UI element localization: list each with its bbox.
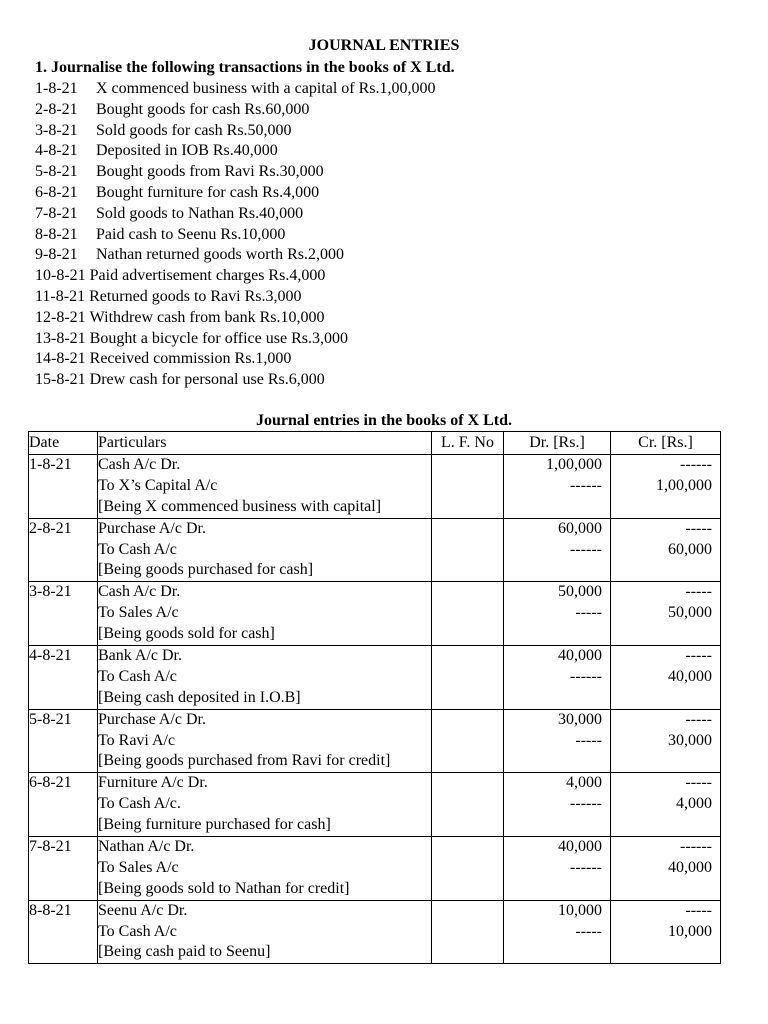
transaction-item	[35, 121, 436, 142]
credit-amount: 10,000	[668, 922, 712, 940]
entry-credit-amount	[611, 709, 721, 773]
transaction-text: Bought a bicycle for office use Rs.3,000	[89, 329, 348, 347]
entry-credit-amount	[611, 837, 721, 901]
debit-amount: 10,000	[558, 901, 602, 919]
entry-particulars	[98, 582, 432, 646]
entry-debit-amount	[504, 900, 611, 964]
credit-blank	[611, 815, 720, 836]
credit-dash: -----	[685, 710, 712, 728]
narration: [Being furniture purchased for cash]	[98, 816, 331, 834]
entry-credit-amount	[611, 518, 721, 582]
credit-account: To Sales A/c	[98, 858, 179, 876]
entry-date-text: 4-8-21	[29, 647, 72, 665]
transaction-text: Paid cash to Seenu Rs.10,000	[96, 225, 286, 243]
debit-dash: ------	[570, 476, 602, 494]
transaction-item	[35, 329, 436, 350]
credit-dash: -----	[685, 774, 712, 792]
entry-date	[29, 646, 98, 710]
entry-date-text: 7-8-21	[29, 838, 72, 856]
entry-debit-amount	[504, 773, 611, 837]
entry-date-text: 8-8-21	[29, 901, 72, 919]
entry-credit-amount	[611, 646, 721, 710]
debit-account: Cash A/c Dr.	[98, 456, 181, 473]
table-row	[29, 773, 721, 837]
transaction-item	[35, 79, 436, 100]
credit-account: To Cash A/c	[98, 667, 177, 685]
credit-dash: -----	[685, 519, 712, 537]
transaction-text: Drew cash for personal use Rs.6,000	[89, 371, 325, 389]
entry-particulars	[98, 455, 432, 519]
transaction-item	[35, 370, 436, 391]
debit-amount: 50,000	[558, 583, 602, 601]
entry-debit-amount	[504, 837, 611, 901]
table-row	[29, 709, 721, 773]
entry-particulars	[98, 837, 432, 901]
debit-dash: ------	[570, 858, 602, 876]
transaction-date: 3-8-21	[35, 121, 78, 139]
transaction-item	[35, 204, 436, 225]
entry-debit-amount	[504, 518, 611, 582]
transaction-text: Paid advertisement charges Rs.4,000	[89, 267, 326, 285]
transaction-text: Sold goods for cash Rs.50,000	[96, 121, 292, 139]
transaction-text: X commenced business with a capital of Rs.1,00,000	[96, 80, 436, 97]
entry-date-text: 2-8-21	[29, 519, 72, 537]
entry-credit-amount	[611, 773, 721, 837]
header-particulars: Particulars	[98, 432, 432, 455]
table-row	[29, 455, 721, 519]
transaction-item	[35, 183, 436, 204]
transaction-item	[35, 266, 436, 287]
credit-blank	[611, 879, 720, 900]
transaction-date: 9-8-21	[35, 246, 78, 264]
credit-account: To Sales A/c	[98, 604, 179, 622]
transaction-text: Bought furniture for cash Rs.4,000	[96, 183, 320, 201]
transaction-date: 6-8-21	[35, 183, 78, 201]
credit-dash: -----	[685, 583, 712, 601]
debit-account: Seenu A/c Dr.	[98, 901, 188, 919]
header-date: Date	[29, 432, 98, 455]
debit-amount: 4,000	[566, 774, 602, 792]
entry-particulars	[98, 646, 432, 710]
transaction-item	[35, 141, 436, 162]
entry-lf-no	[432, 709, 504, 773]
question-heading: 1. Journalise the following transactions in the books of X Ltd.	[35, 59, 455, 76]
transaction-item	[35, 287, 436, 308]
debit-account: Bank A/c Dr.	[98, 647, 182, 665]
transaction-date: 7-8-21	[35, 204, 78, 222]
transaction-date: 2-8-21	[35, 100, 78, 118]
debit-amount: 40,000	[558, 838, 602, 856]
table-row	[29, 518, 721, 582]
entry-lf-no	[432, 582, 504, 646]
debit-blank	[504, 560, 610, 581]
credit-amount: 30,000	[668, 731, 712, 749]
transaction-text: Bought goods for cash Rs.60,000	[96, 100, 310, 118]
debit-blank	[504, 751, 610, 772]
entry-date-text: 6-8-21	[29, 774, 72, 792]
debit-blank	[504, 942, 610, 963]
credit-amount: 40,000	[668, 667, 712, 685]
journal-body	[29, 455, 721, 964]
transaction-text: Received commission Rs.1,000	[89, 350, 292, 368]
transaction-item	[35, 162, 436, 183]
entry-lf-no	[432, 646, 504, 710]
debit-blank	[504, 815, 610, 836]
credit-account: To Cash A/c	[98, 540, 177, 558]
transaction-text: Deposited in IOB Rs.40,000	[96, 142, 278, 160]
entry-debit-amount	[504, 455, 611, 519]
transaction-date: 8-8-21	[35, 225, 78, 243]
debit-amount: 30,000	[558, 710, 602, 728]
journal-table	[28, 431, 721, 964]
credit-amount: 4,000	[676, 795, 712, 813]
debit-account: Purchase A/c Dr.	[98, 710, 206, 728]
entry-debit-amount	[504, 646, 611, 710]
entry-date	[29, 582, 98, 646]
credit-dash: -----	[685, 901, 712, 919]
credit-blank	[611, 688, 720, 709]
table-title: Journal entries in the books of X Ltd.	[255, 412, 513, 429]
entry-lf-no	[432, 773, 504, 837]
transaction-date: 14-8-21	[35, 350, 86, 368]
table-row	[29, 582, 721, 646]
narration: [Being goods purchased from Ravi for credit]	[98, 752, 391, 770]
transaction-date: 12-8-21	[35, 308, 86, 326]
transaction-item	[35, 225, 436, 246]
transaction-item	[35, 245, 436, 266]
narration: [Being goods sold for cash]	[98, 625, 275, 643]
credit-blank	[611, 751, 720, 772]
entry-lf-no	[432, 837, 504, 901]
credit-amount: 40,000	[668, 858, 712, 876]
debit-blank	[504, 688, 610, 709]
debit-dash: -----	[575, 731, 602, 749]
credit-dash: ------	[680, 456, 712, 473]
credit-dash: ------	[680, 838, 712, 856]
debit-dash: ------	[570, 795, 602, 813]
entry-date-text: 1-8-21	[29, 456, 72, 473]
header-credit: Cr. [Rs.]	[611, 432, 721, 455]
credit-amount: 60,000	[668, 540, 712, 558]
credit-blank	[611, 942, 720, 963]
credit-amount: 1,00,000	[656, 476, 712, 494]
debit-dash: ------	[570, 667, 602, 685]
entry-date	[29, 455, 98, 519]
entry-lf-no	[432, 900, 504, 964]
debit-amount: 60,000	[558, 519, 602, 537]
entry-date-text: 5-8-21	[29, 710, 72, 728]
entry-date	[29, 709, 98, 773]
entry-particulars	[98, 518, 432, 582]
debit-dash: -----	[575, 922, 602, 940]
transaction-date: 10-8-21	[35, 267, 86, 285]
entry-lf-no	[432, 518, 504, 582]
entry-date	[29, 773, 98, 837]
entry-debit-amount	[504, 582, 611, 646]
entry-particulars	[98, 709, 432, 773]
transaction-date: 1-8-21	[35, 80, 78, 97]
narration: [Being goods sold to Nathan for credit]	[98, 879, 350, 897]
debit-blank	[504, 879, 610, 900]
narration: [Being goods purchased for cash]	[98, 561, 314, 579]
credit-account: To X’s Capital A/c	[98, 476, 218, 494]
transaction-text: Withdrew cash from bank Rs.10,000	[89, 308, 325, 326]
header-debit: Dr. [Rs.]	[504, 432, 611, 455]
entry-particulars	[98, 773, 432, 837]
credit-account: To Cash A/c	[98, 922, 177, 940]
transaction-list	[35, 79, 436, 391]
transaction-date: 15-8-21	[35, 371, 86, 389]
transaction-item	[35, 100, 436, 121]
narration: [Being cash paid to Seenu]	[98, 943, 271, 961]
entry-date	[29, 837, 98, 901]
table-row	[29, 646, 721, 710]
credit-blank	[611, 624, 720, 645]
debit-amount: 1,00,000	[546, 456, 602, 473]
debit-account: Nathan A/c Dr.	[98, 838, 195, 856]
narration: [Being X commenced business with capital]	[98, 497, 382, 515]
debit-dash: -----	[575, 604, 602, 622]
transaction-date: 13-8-21	[35, 329, 86, 347]
transaction-item	[35, 349, 436, 370]
debit-account: Purchase A/c Dr.	[98, 519, 206, 537]
transaction-date: 4-8-21	[35, 142, 78, 160]
narration: [Being cash deposited in I.O.B]	[98, 688, 301, 706]
credit-account: To Ravi A/c	[98, 731, 176, 749]
credit-dash: -----	[685, 647, 712, 665]
transaction-text: Returned goods to Ravi Rs.3,000	[89, 287, 302, 305]
transaction-text: Nathan returned goods worth Rs.2,000	[96, 246, 344, 264]
entry-credit-amount	[611, 582, 721, 646]
entry-lf-no	[432, 455, 504, 519]
transaction-text: Bought goods from Ravi Rs.30,000	[96, 163, 324, 181]
entry-particulars	[98, 900, 432, 964]
table-row	[29, 837, 721, 901]
debit-amount: 40,000	[558, 647, 602, 665]
entry-debit-amount	[504, 709, 611, 773]
transaction-date: 11-8-21	[35, 287, 86, 305]
credit-account: To Cash A/c.	[98, 795, 181, 813]
header-lf-no: L. F. No	[432, 432, 504, 455]
table-header-row	[29, 432, 721, 455]
debit-account: Cash A/c Dr.	[98, 583, 181, 601]
transaction-date: 5-8-21	[35, 163, 78, 181]
credit-blank	[611, 560, 720, 581]
entry-credit-amount	[611, 900, 721, 964]
document-title: JOURNAL ENTRIES	[308, 37, 460, 54]
entry-date-text: 3-8-21	[29, 583, 72, 601]
debit-blank	[504, 624, 610, 645]
debit-account: Furniture A/c Dr.	[98, 774, 208, 792]
entry-date	[29, 518, 98, 582]
debit-blank	[504, 497, 610, 518]
credit-blank	[611, 497, 720, 518]
credit-amount: 50,000	[668, 604, 712, 622]
transaction-item	[35, 308, 436, 329]
transaction-text: Sold goods to Nathan Rs.40,000	[96, 204, 304, 222]
entry-credit-amount	[611, 455, 721, 519]
entry-date	[29, 900, 98, 964]
table-row	[29, 900, 721, 964]
debit-dash: ------	[570, 540, 602, 558]
